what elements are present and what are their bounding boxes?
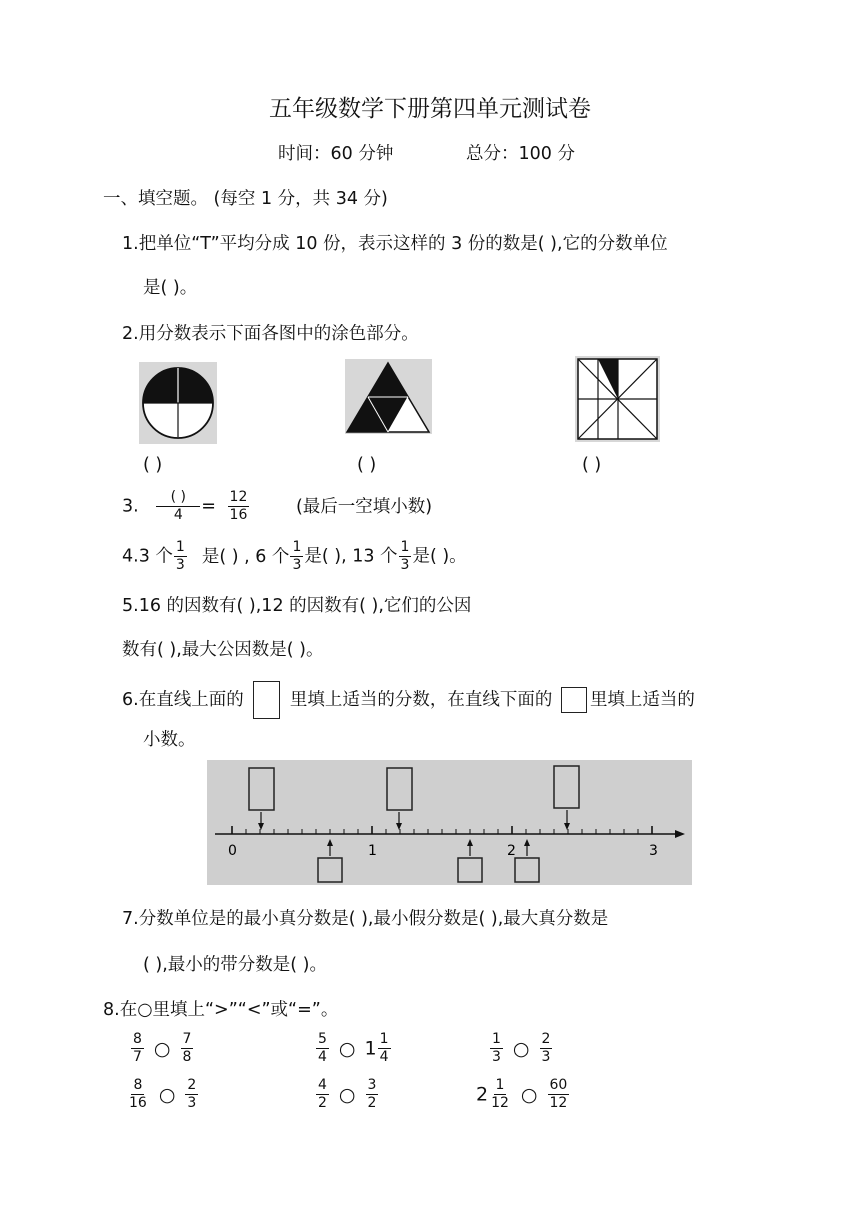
fraction-numerator: 1 (379, 1031, 389, 1047)
compare-circle[interactable]: ○ (520, 1083, 538, 1106)
fraction-denominator: 16 (229, 507, 248, 523)
fraction-denominator: 3 (292, 557, 302, 573)
comparison-item (315, 1077, 379, 1112)
exam-time: 时间：60 分钟 (278, 144, 394, 164)
question-4-part2: 是( ) , 6 个 (201, 546, 290, 567)
fraction (156, 489, 200, 524)
fraction (540, 1031, 553, 1066)
fraction (548, 1077, 570, 1112)
fraction-denominator: 3 (541, 1049, 551, 1065)
fraction-denominator: 12 (491, 1095, 509, 1111)
fraction (290, 539, 303, 574)
equals-sign: = (201, 496, 216, 517)
compare-circle[interactable]: ○ (512, 1037, 530, 1060)
fraction-denominator: 3 (492, 1049, 501, 1065)
square-figure (575, 356, 660, 442)
question-7-line2: ( ),最小的带分数是( )。 (143, 955, 327, 975)
whole-number: 2 (476, 1083, 489, 1106)
fraction-denominator: 2 (318, 1095, 327, 1111)
comparison-item (130, 1031, 194, 1066)
fraction-denominator: 8 (182, 1049, 192, 1065)
fraction-numerator: 1 (175, 539, 185, 555)
question-8-text: 8.在○里填上“>”“<”或“=”。 (103, 1000, 339, 1020)
tick-label-2: 2 (507, 843, 516, 859)
fraction-numerator: 8 (133, 1077, 143, 1093)
fraction (489, 1077, 511, 1112)
fraction-numerator: 7 (182, 1031, 192, 1047)
fraction (316, 1077, 329, 1112)
comparison-item (315, 1031, 392, 1066)
fraction-numerator: 12 (229, 489, 248, 505)
fraction-denominator: 4 (173, 507, 183, 523)
fraction-numerator: 1 (495, 1077, 505, 1093)
question-3-prefix: 3. (122, 496, 139, 517)
fraction-numerator: 4 (318, 1077, 327, 1093)
fraction-numerator: 2 (187, 1077, 197, 1093)
fraction-numerator: 1 (400, 539, 410, 555)
fraction-denominator: 3 (175, 557, 185, 573)
whole-number: 1 (364, 1037, 377, 1060)
triangle-figure (345, 359, 432, 434)
question-6-line2: 小数。 (143, 730, 196, 750)
question-4-part1: 4.3 个 (122, 546, 173, 567)
fraction-numerator: 3 (367, 1077, 377, 1093)
tick-label-0: 0 (228, 843, 237, 859)
comparison-item (476, 1077, 570, 1112)
fraction-numerator: 5 (318, 1031, 327, 1047)
page-title: 五年级数学下册第四单元测试卷 (269, 96, 591, 122)
answer-blank-3[interactable]: ( ) (582, 455, 602, 475)
question-4-part3: 是( ), 13 个 (304, 546, 398, 567)
answer-blank-1[interactable]: ( ) (143, 455, 163, 475)
tick-label-3: 3 (649, 843, 658, 859)
question-6-part2: 里填上适当的分数，在直线下面的 (289, 690, 553, 710)
fraction (366, 1077, 379, 1112)
question-6-part3: 里填上适当的 (589, 690, 695, 710)
question-4-part4: 是( )。 (412, 546, 467, 567)
fraction-numerator: 8 (133, 1031, 142, 1047)
decimal-box-icon (561, 687, 587, 713)
fraction-denominator: 3 (187, 1095, 197, 1111)
fraction-denominator: 4 (379, 1049, 389, 1065)
question-3 (122, 489, 432, 524)
answer-blank-2[interactable]: ( ) (357, 455, 377, 475)
fraction (185, 1077, 198, 1112)
fraction-box-icon (253, 681, 280, 719)
question-5-line1: 5.16 的因数有( ),12 的因数有( ),它们的公因 (122, 596, 472, 616)
compare-circle[interactable]: ○ (338, 1083, 356, 1106)
question-7-line1: 7.分数单位是的最小真分数是( ),最小假分数是( ),最大真分数是 (122, 909, 609, 929)
compare-circle[interactable]: ○ (158, 1083, 176, 1106)
compare-circle[interactable]: ○ (153, 1037, 171, 1060)
question-1-line2: 是( )。 (143, 278, 198, 298)
question-4 (122, 539, 467, 574)
fraction (378, 1031, 391, 1066)
number-line-figure (207, 760, 692, 885)
fraction-numerator: 2 (541, 1031, 551, 1047)
question-6-line1 (122, 681, 695, 719)
fraction-numerator-blank[interactable]: ( ) (156, 489, 200, 507)
fraction-numerator: 1 (492, 1031, 501, 1047)
fraction-numerator: 60 (549, 1077, 568, 1093)
question-1-line1: 1.把单位“T”平均分成 10 份，表示这样的 3 份的数是( ),它的分数单位 (122, 234, 668, 254)
fraction (174, 539, 187, 574)
fraction-denominator: 12 (549, 1095, 568, 1111)
question-2-text: 2.用分数表示下面各图中的涂色部分。 (122, 324, 419, 344)
tick-label-1: 1 (368, 843, 377, 859)
section-heading: 一、填空题。 (每空 1 分，共 34 分) (103, 189, 388, 209)
fraction (228, 489, 250, 524)
fraction-numerator: 1 (292, 539, 302, 555)
fraction (316, 1031, 329, 1066)
compare-circle[interactable]: ○ (338, 1037, 356, 1060)
question-6-part1: 6.在直线上面的 (122, 690, 244, 710)
fraction-denominator: 3 (400, 557, 410, 573)
question-3-note: (最后一空填小数) (295, 496, 433, 517)
question-5-line2: 数有( ),最大公因数是( )。 (122, 640, 324, 660)
fraction (490, 1031, 503, 1066)
comparison-item (126, 1077, 199, 1112)
comparison-item (489, 1031, 553, 1066)
fraction-denominator: 7 (133, 1049, 142, 1065)
fraction (181, 1031, 194, 1066)
fraction-denominator: 16 (129, 1095, 147, 1111)
exam-total-score: 总分：100 分 (466, 144, 575, 164)
fraction (131, 1031, 144, 1066)
fraction (399, 539, 412, 574)
circle-figure (139, 362, 217, 444)
fraction-denominator: 2 (367, 1095, 377, 1111)
fraction (127, 1077, 149, 1112)
fraction-denominator: 4 (318, 1049, 327, 1065)
